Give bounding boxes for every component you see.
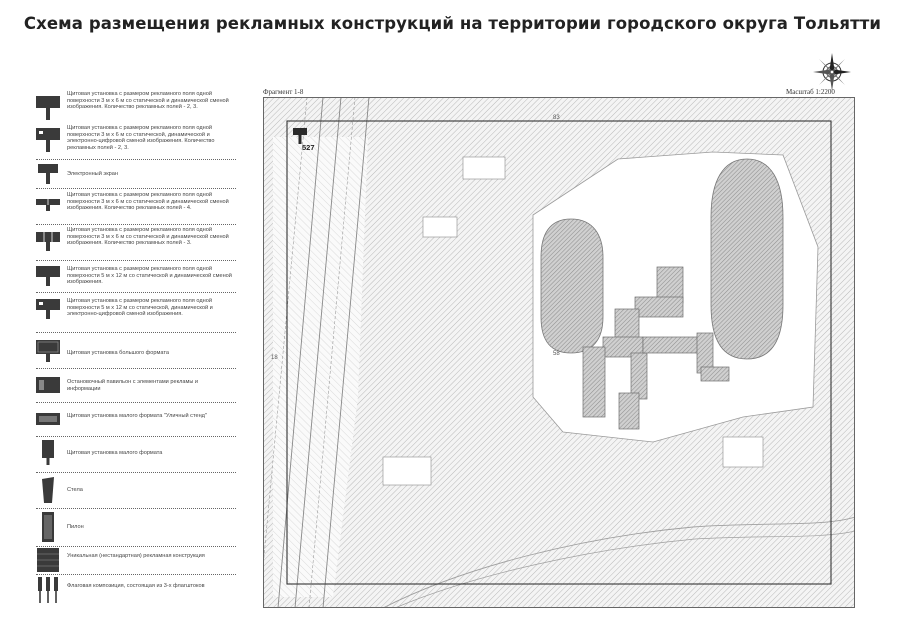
legend-item bbox=[36, 224, 236, 261]
billboard-icon bbox=[36, 94, 60, 122]
legend-item bbox=[36, 332, 236, 369]
legend-item bbox=[36, 368, 236, 403]
marker-label: 527 bbox=[302, 143, 315, 152]
legend-text: Стела bbox=[67, 487, 83, 493]
legend-item bbox=[36, 123, 236, 160]
compass-rose-icon bbox=[812, 52, 852, 92]
billboard-digital-icon bbox=[36, 127, 60, 153]
parcel-label: 58 bbox=[553, 351, 560, 357]
legend-text: Щитовая установка с размером рекламного поля одной поверхности 3 м х 6 м со статической и динамической сменой изображения. Количество рекламных полей - 2, 3. bbox=[67, 91, 229, 111]
legend-text: Щитовая установка малого формата "Уличный стенд" bbox=[67, 413, 207, 419]
legend-item bbox=[36, 292, 236, 333]
legend-text: Щитовая установка с размером рекламного поля одной поверхности 5 м х 12 м со статической, динамической и электронно-цифровой сменой изображения. bbox=[67, 298, 213, 318]
legend-text: Щитовая установка с размером рекламного поля одной поверхности 5 м х 12 м со статической и динамической сменой изображения. bbox=[67, 266, 232, 286]
legend-text: Электронный экран bbox=[67, 171, 118, 177]
unique-structure-icon bbox=[36, 548, 60, 572]
electronic-screen-icon bbox=[36, 163, 60, 185]
legend-text: Уникальная (нестандартная) рекламная конструкция bbox=[67, 553, 205, 559]
legend-item bbox=[36, 402, 236, 437]
scale-label: Масштаб 1:2200 bbox=[786, 88, 835, 96]
legend-text: Пилон bbox=[67, 524, 84, 530]
city-stand-icon bbox=[36, 413, 60, 425]
pylon-icon bbox=[36, 512, 60, 542]
fragment-label: Фрагмент 1-8 bbox=[263, 88, 304, 96]
billboard-four-field-icon bbox=[36, 198, 60, 212]
billboard-large-icon bbox=[36, 265, 60, 287]
stele-icon bbox=[36, 477, 60, 503]
large-format-icon bbox=[36, 339, 60, 363]
legend-text: Остановочный павильон с элементами рекламы и информации bbox=[67, 379, 199, 392]
legend-item bbox=[36, 546, 236, 575]
map-view[interactable] bbox=[263, 97, 855, 608]
flag-composition-icon bbox=[36, 577, 60, 603]
legend-item bbox=[36, 260, 236, 293]
legend-item bbox=[36, 508, 236, 547]
sports-field bbox=[711, 159, 783, 359]
bus-stop-icon bbox=[36, 377, 60, 393]
legend-item bbox=[36, 436, 236, 473]
billboard-three-field-icon bbox=[36, 230, 60, 252]
legend-item bbox=[36, 574, 236, 604]
map-title: Схема размещения рекламных конструкций на территории городского округа Тольятти bbox=[23, 14, 882, 33]
legend-item bbox=[36, 188, 236, 225]
legend-text: Щитовая установка с размером рекламного поля одной поверхности 3 м х 6 м со статической и динамической сменой изображения. Количество рекламных полей - 4. bbox=[67, 192, 229, 212]
legend-text: Щитовая установка с размером рекламного поля одной поверхности 3 м х 6 м со статической и динамической сменой изображения. Количество рекламных полей - 3. bbox=[67, 227, 229, 247]
legend-text: Флаговая композиция, состоящая из 3-х флагштоков bbox=[67, 583, 205, 589]
edge-label: 18 bbox=[271, 355, 278, 361]
legend-item bbox=[36, 159, 236, 189]
sports-field bbox=[541, 219, 603, 353]
legend-text: Щитовая установка малого формата bbox=[67, 450, 163, 456]
legend-text: Щитовая установка с размером рекламного поля одной поверхности 3 м х 6 м со статической, динамической и электронно-цифровой сменой изображения. Количество рекламных полей - 2, 3. bbox=[67, 125, 215, 151]
legend-item bbox=[36, 472, 236, 509]
top-label: 83 bbox=[553, 115, 560, 121]
legend-text: Щитовая установка большого формата bbox=[67, 350, 169, 356]
billboard-large-digital-icon bbox=[36, 298, 60, 320]
small-format-icon bbox=[36, 440, 60, 466]
